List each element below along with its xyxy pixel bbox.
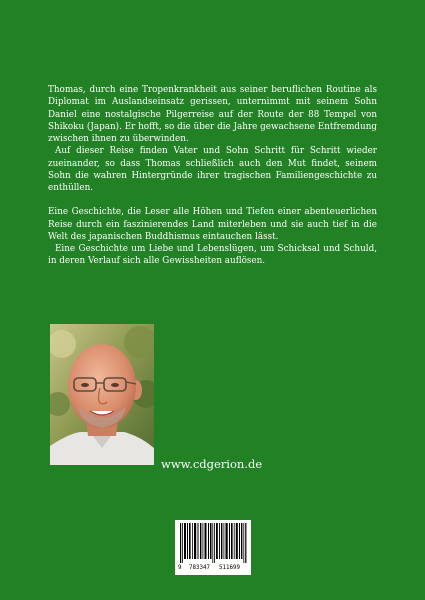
barcode-digit-prefix: 9 <box>178 565 182 571</box>
author-portrait-image <box>50 324 154 465</box>
blurb-paragraph-4: Eine Geschichte um Liebe und Lebenslügen, um Schicksal und Schuld, in deren Verlauf sich alle Gewissheiten auflösen. <box>48 244 377 267</box>
blurb-paragraph-2: Auf dieser Reise finden Vater und Sohn Schritt für Schritt wieder zueinander, so dass Thomas schließlich auch den Mut findet, seinem Sohn die wahren Hintergründe ihrer tragischen Familiengeschichte zu enthüllen. <box>48 146 377 193</box>
barcode-bars <box>179 523 247 563</box>
barcode-digits-right: 511699 <box>219 565 240 571</box>
blurb-paragraph-3: Eine Geschichte, die Leser alle Höhen und Tiefen einer abenteuerlichen Reise durch ein faszinierendes Land miterleben und sie auch tief in die Welt des japanischen Buddhismus eintauchen lässt. <box>48 207 377 242</box>
blurb-text <box>48 84 377 268</box>
barcode-digits-left: 783347 <box>189 565 210 571</box>
blurb-paragraph-1: Thomas, durch eine Tropenkrankheit aus seiner beruflichen Routine als Diplomat im Auslandseinsatz gerissen, unternimmt mit seinem Sohn Daniel eine nostalgische Pilgerreise auf der Route der 88 Tempel von Shikoku (Japan). Er hofft, so die über die Jahre gewachsene Entfremdung zwischen ihnen zu überwinden. <box>48 85 377 144</box>
author-photo <box>50 324 154 465</box>
isbn-barcode <box>175 520 251 575</box>
website-link[interactable]: www.cdgerion.de <box>161 457 263 471</box>
